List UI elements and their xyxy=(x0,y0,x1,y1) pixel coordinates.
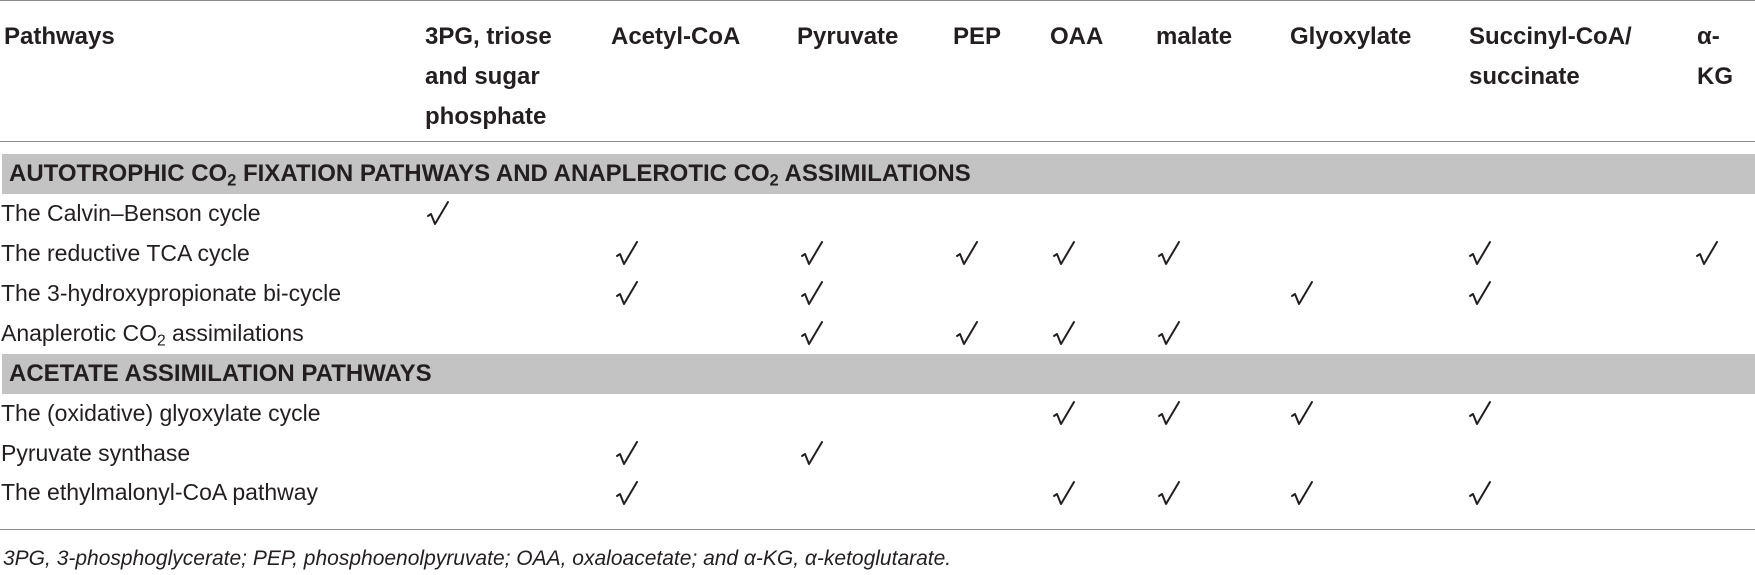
check-mark xyxy=(955,320,979,348)
row-label: Pyruvate synthase xyxy=(1,440,191,466)
check-icon xyxy=(800,440,824,468)
header-malate: malate xyxy=(1156,23,1233,50)
check-mark xyxy=(955,240,979,268)
check-mark xyxy=(1052,320,1076,348)
check-icon xyxy=(1290,480,1314,508)
row-label: Anaplerotic CO xyxy=(1,320,157,346)
check-icon xyxy=(426,200,450,228)
header-succinyl-coa xyxy=(1469,17,1632,97)
check-icon xyxy=(1052,400,1076,428)
check-icon xyxy=(1052,240,1076,268)
header-alpha-kg: α-KG xyxy=(1697,23,1733,90)
check-mark xyxy=(1157,400,1181,428)
check-mark xyxy=(1052,240,1076,268)
check-icon xyxy=(1157,240,1181,268)
check-mark xyxy=(1468,240,1492,268)
check-mark xyxy=(1290,280,1314,308)
check-mark xyxy=(1695,240,1719,268)
bottom-rule xyxy=(0,529,1755,530)
header-succinyl-line1: Succinyl-CoA/ xyxy=(1469,23,1632,50)
row-label: The ethylmalonyl-CoA pathway xyxy=(1,479,319,505)
check-icon xyxy=(1468,240,1492,268)
row-3hp-bicycle xyxy=(1,273,341,313)
check-icon xyxy=(1468,400,1492,428)
check-icon xyxy=(1157,320,1181,348)
section-title-sub: 2 xyxy=(227,171,237,190)
check-mark xyxy=(800,440,824,468)
section-title-sub2: 2 xyxy=(769,171,779,190)
check-mark xyxy=(615,440,639,468)
header-3pg xyxy=(425,17,552,137)
check-icon xyxy=(1290,280,1314,308)
check-icon xyxy=(955,320,979,348)
section-title-part3: ASSIMILATIONS xyxy=(778,160,971,187)
check-mark xyxy=(1157,320,1181,348)
row-reductive-tca xyxy=(1,233,250,273)
check-icon xyxy=(955,240,979,268)
header-3pg-line1: 3PG, triose xyxy=(425,23,552,50)
row-label: The reductive TCA cycle xyxy=(1,240,250,266)
row-label: The Calvin–Benson cycle xyxy=(1,200,261,226)
check-icon xyxy=(615,480,639,508)
header-pep: PEP xyxy=(953,23,1002,50)
check-icon xyxy=(1468,480,1492,508)
check-icon xyxy=(1290,400,1314,428)
header-glyoxylate: Glyoxylate xyxy=(1290,23,1412,50)
header-3pg-line3: phosphate xyxy=(425,103,547,130)
row-pyruvate-synthase xyxy=(1,433,190,473)
check-icon xyxy=(1157,400,1181,428)
check-mark xyxy=(1468,280,1492,308)
header-succinyl-line2: succinate xyxy=(1469,63,1580,90)
section-autotrophic xyxy=(2,154,1755,194)
check-icon xyxy=(800,280,824,308)
check-mark xyxy=(1290,400,1314,428)
header-pathways: Pathways xyxy=(4,23,115,50)
check-mark xyxy=(1157,480,1181,508)
check-icon xyxy=(1695,240,1719,268)
check-mark xyxy=(800,240,824,268)
header-rule xyxy=(0,141,1755,142)
check-mark xyxy=(615,280,639,308)
section-title: AUTOTROPHIC CO xyxy=(9,160,228,187)
check-icon xyxy=(800,240,824,268)
check-icon xyxy=(615,240,639,268)
check-mark xyxy=(800,280,824,308)
check-icon xyxy=(800,320,824,348)
row-label-sub: 2 xyxy=(156,332,166,350)
row-calvin-benson xyxy=(1,193,261,233)
row-glyoxylate-cycle xyxy=(1,393,321,433)
header-pyruvate: Pyruvate xyxy=(797,23,899,50)
row-label-part2: assimilations xyxy=(165,320,304,346)
check-mark xyxy=(1290,480,1314,508)
check-mark xyxy=(800,320,824,348)
row-label: The (oxidative) glyoxylate cycle xyxy=(1,400,321,426)
check-mark xyxy=(1052,480,1076,508)
section-acetate xyxy=(2,354,1755,394)
check-mark xyxy=(1468,480,1492,508)
section-title: ACETATE ASSIMILATION PATHWAYS xyxy=(9,360,432,387)
check-mark xyxy=(615,480,639,508)
check-icon xyxy=(1052,480,1076,508)
section-title-part2: FIXATION PATHWAYS AND ANAPLEROTIC CO xyxy=(236,160,770,187)
check-mark xyxy=(426,200,450,228)
row-ethylmalonyl xyxy=(1,472,318,512)
check-mark xyxy=(1468,400,1492,428)
header-oaa: OAA xyxy=(1050,23,1104,50)
check-mark xyxy=(1157,240,1181,268)
check-icon xyxy=(1052,320,1076,348)
check-icon xyxy=(615,440,639,468)
check-icon xyxy=(615,280,639,308)
top-rule xyxy=(0,0,1755,1)
header-acetyl-coa: Acetyl-CoA xyxy=(611,23,741,50)
row-label: The 3-hydroxypropionate bi-cycle xyxy=(1,280,342,306)
check-icon xyxy=(1468,280,1492,308)
check-mark xyxy=(1052,400,1076,428)
check-icon xyxy=(1157,480,1181,508)
check-mark xyxy=(615,240,639,268)
header-3pg-line2: and sugar xyxy=(425,63,540,90)
row-anaplerotic xyxy=(1,313,304,353)
footnote: 3PG, 3-phosphoglycerate; PEP, phosphoenolpyruvate; OAA, oxaloacetate; and α-KG, α-ketoglutarate. xyxy=(3,547,952,570)
